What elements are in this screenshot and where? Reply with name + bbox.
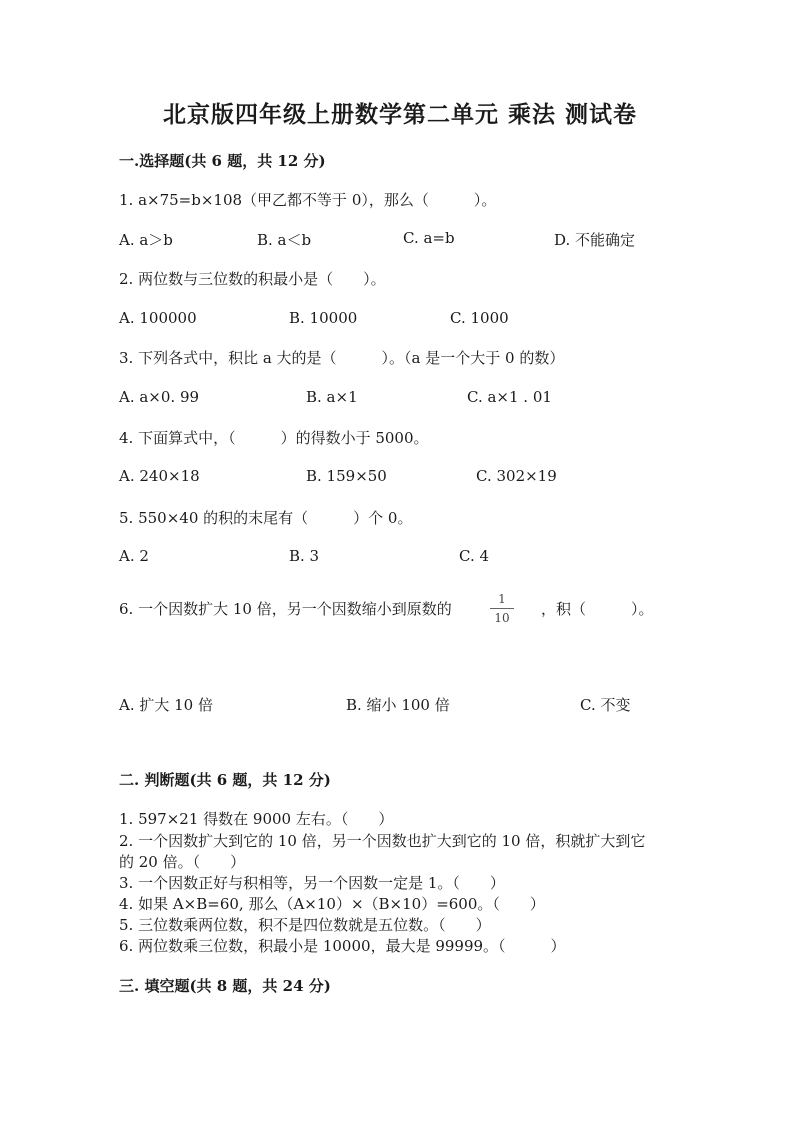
judgement-item-5: 5. 三位数乘两位数，积不是四位数就是五位数。（ ） [119,916,491,934]
fraction-one-tenth [490,592,514,625]
q6-option-c: C. 不变 [580,696,631,714]
q1-option-c: C. a=b [403,229,455,247]
question-3: 3. 下列各式中，积比 a 大的是（ ）。（a 是一个大于 0 的数） [119,349,565,367]
q2-option-a: A. 100000 [119,309,197,327]
judgement-item-3: 3. 一个因数正好与积相等，另一个因数一定是 1。（ ） [119,874,505,892]
section-heading-choice: 一.选择题(共 6 题，共 12 分) [119,152,326,170]
q2-option-c: C. 1000 [450,309,509,327]
question-6: 6. 一个因数扩大 10 倍，另一个因数缩小到原数的 [119,600,452,618]
judgement-item-2-cont: 的 20 倍。（ ） [119,853,246,871]
fraction-denominator: 10 [494,611,510,625]
judgement-item-1: 1. 597×21 得数在 9000 左右。（ ） [119,810,394,828]
q5-option-a: A. 2 [119,547,149,565]
judgement-item-6: 6. 两位数乘三位数，积最小是 10000，最大是 99999。（ ） [119,937,566,955]
judgement-item-4: 4. 如果 A×B=60, 那么（A×10）×（B×10）=600。（ ） [119,895,545,913]
q5-option-c: C. 4 [459,547,490,565]
section-heading-fill: 三. 填空题(共 8 题，共 24 分) [119,977,331,995]
q4-option-a: A. 240×18 [119,467,200,485]
q5-option-b: B. 3 [289,547,320,565]
q3-option-a: A. a×0. 99 [119,388,200,406]
fraction-bar [490,608,514,609]
q4-option-c: C. 302×19 [476,467,557,485]
question-1: 1. a×75=b×108（甲乙都不等于 0），那么（ ）。 [119,191,497,209]
section-heading-judgement: 二. 判断题(共 6 题，共 12 分) [119,771,331,789]
q6-option-a: A. 扩大 10 倍 [119,696,213,714]
question-2: 2. 两位数与三位数的积最小是（ ）。 [119,270,386,288]
q1-option-b: B. a＜b [257,231,312,249]
question-6-tail: ，积（ ）。 [541,600,654,618]
page-title: 北京版四年级上册数学第二单元 乘法 测试卷 [162,101,637,128]
q1-option-a: A. a＞b [119,231,173,249]
q3-option-b: B. a×1 [306,388,358,406]
q1-option-d: D. 不能确定 [554,231,636,249]
q4-option-b: B. 159×50 [306,467,387,485]
question-5: 5. 550×40 的积的末尾有（ ）个 0。 [119,509,413,527]
question-4: 4. 下面算式中，（ ）的得数小于 5000。 [119,429,429,447]
q3-option-c: C. a×1 . 01 [467,388,552,406]
q2-option-b: B. 10000 [289,309,358,327]
judgement-item-2: 2. 一个因数扩大到它的 10 倍，另一个因数也扩大到它的 10 倍，积就扩大到它 [119,832,646,850]
q6-option-b: B. 缩小 100 倍 [346,696,450,714]
fraction-numerator: 1 [498,592,506,606]
